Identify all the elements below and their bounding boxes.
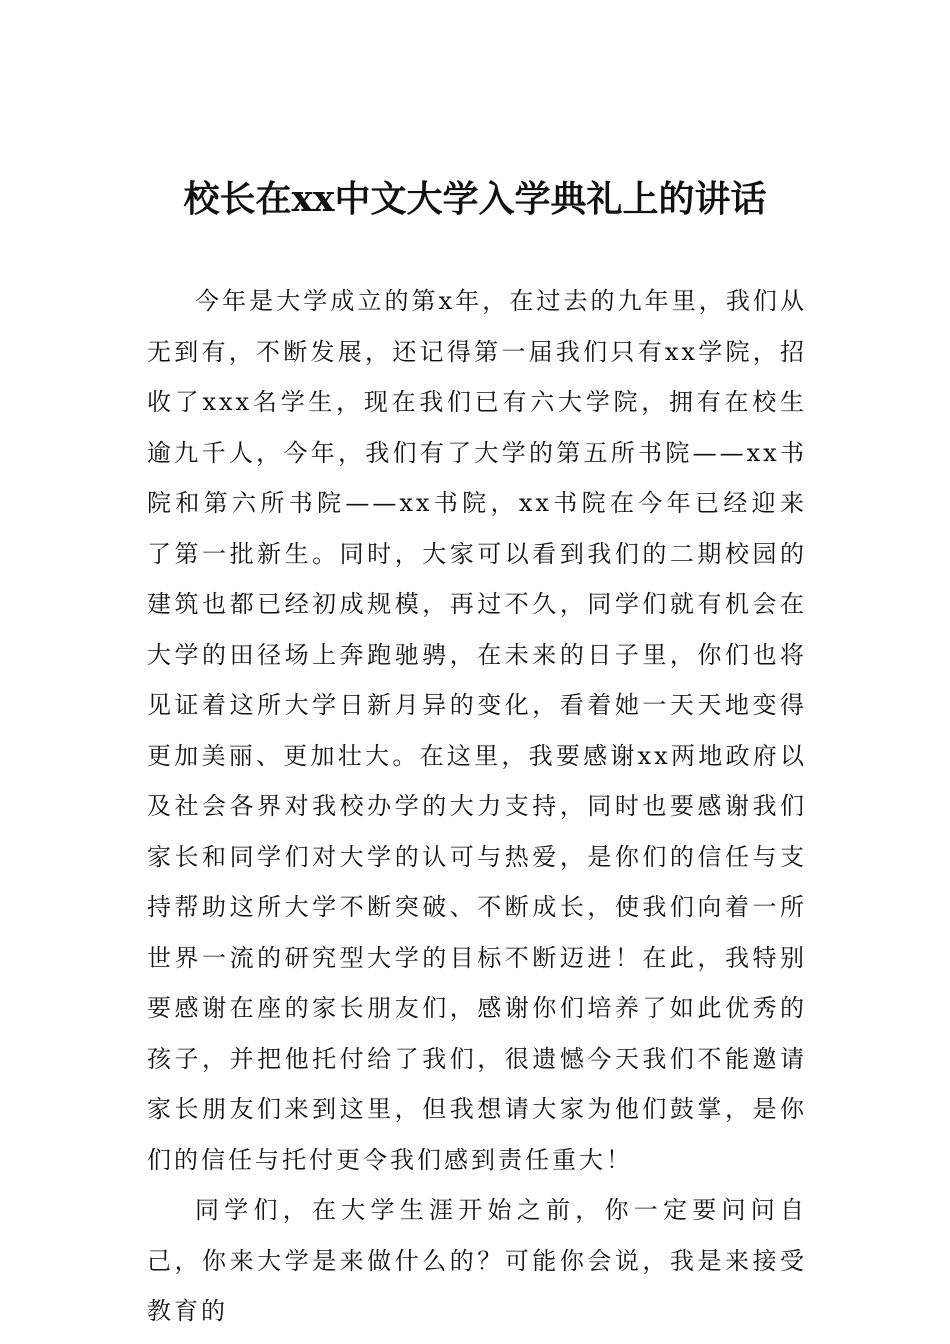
body-paragraph-1: 今年是大学成立的第x年，在过去的九年里，我们从无到有，不断发展，还记得第一届我们只有xx学院，招收了xxx名学生，现在我们已有六大学院，拥有在校生逾九千人，今年，我们有了大学的第五所书院——xx书院和第六所书院——xx书院，xx书院在今年已经迎来了第一批新生。同时，大家可以看到我们的二期校园的建筑也都已经初成规模，再过不久，同学们就有机会在大学的田径场上奔跑驰骋，在未来的日子里，你们也将见证着这所大学日新月异的变化，看着她一天天地变得更加美丽、更加壮大。在这里，我要感谢xx两地政府以及社会各界对我校办学的大力支持，同时也要感谢我们家长和同学们对大学的认可与热爱，是你们的信任与支持帮助这所大学不断突破、不断成长，使我们向着一所世界一流的研究型大学的目标不断迈进！在此，我特别要感谢在座的家长朋友们，感谢你们培养了如此优秀的孩子，并把他托付给了我们，很遗憾今天我们不能邀请家长朋友们来到这里，但我想请大家为他们鼓掌，是你们的信任与托付更令我们感到责任重大！ bbox=[147, 287, 807, 1174]
body-paragraph-2: 同学们，在大学生涯开始之前，你一定要问问自己，你来大学是来做什么的？可能你会说，我是来接受教育的 bbox=[147, 1196, 807, 1325]
document-title: 校长在xx中文大学入学典礼上的讲话 bbox=[183, 178, 767, 220]
document-body bbox=[147, 276, 807, 1337]
